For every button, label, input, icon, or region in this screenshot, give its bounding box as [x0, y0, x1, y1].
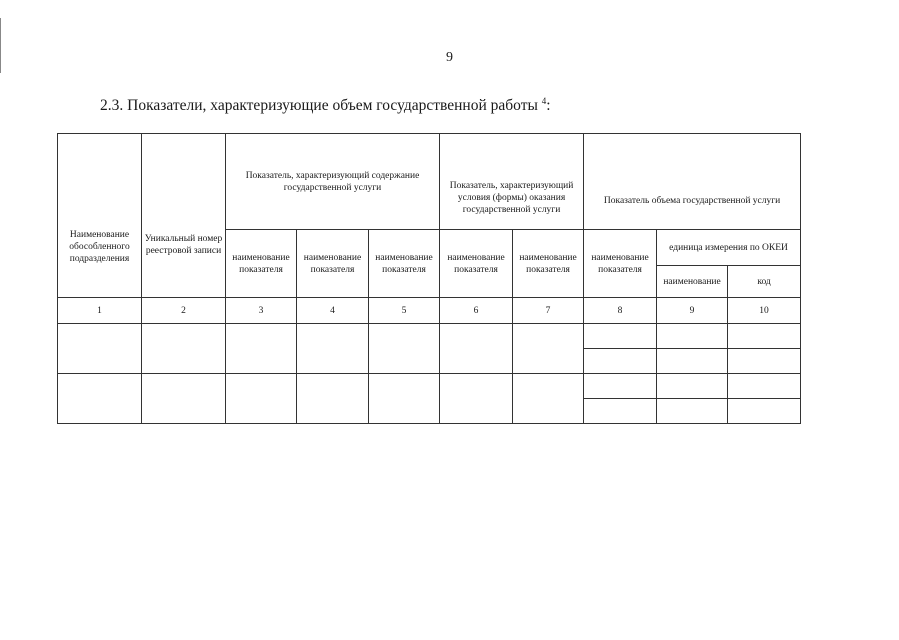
table-cell	[584, 324, 657, 349]
title-colon: :	[546, 97, 551, 114]
table-row	[58, 324, 801, 349]
table-cell	[142, 374, 226, 424]
table-cell	[728, 324, 801, 349]
table-cell	[584, 374, 657, 399]
table-cell	[584, 349, 657, 374]
header-indicator-name-5: наименование показателя	[369, 230, 440, 298]
header-registry-number	[142, 134, 226, 298]
table-cell	[226, 324, 297, 374]
table-cell	[657, 324, 728, 349]
page-number: 9	[446, 50, 453, 65]
table-cell	[728, 399, 801, 424]
table-cell	[369, 324, 440, 374]
section-title	[100, 96, 551, 115]
table-cell	[657, 399, 728, 424]
header-registry-number-text: Уникальный номер реестровой записи	[144, 233, 223, 256]
table-cell	[142, 324, 226, 374]
table-cell	[226, 374, 297, 424]
column-number: 7	[513, 298, 584, 324]
header-indicator-name-6: наименование показателя	[440, 230, 513, 298]
header-indicator-name-3: наименование показателя	[226, 230, 297, 298]
table-cell	[513, 374, 584, 424]
table-cell	[440, 374, 513, 424]
column-number: 4	[297, 298, 369, 324]
table-cell	[297, 374, 369, 424]
header-volume-indicator: Показатель объема государственной услуги	[584, 134, 801, 230]
table-cell	[297, 324, 369, 374]
header-content-indicator: Показатель, характеризующий содержание государственной услуги	[226, 134, 440, 230]
column-number: 2	[142, 298, 226, 324]
column-number: 10	[728, 298, 801, 324]
table-cell	[369, 374, 440, 424]
header-unit-code: код	[728, 266, 801, 298]
header-subdivision-name	[58, 134, 142, 298]
table-cell	[58, 374, 142, 424]
column-number: 9	[657, 298, 728, 324]
section-title-text: 2.3. Показатели, характеризующие объем государственной работы	[100, 97, 538, 114]
header-indicator-name-7: наименование показателя	[513, 230, 584, 298]
table-cell	[58, 324, 142, 374]
table-cell	[584, 399, 657, 424]
header-row-groups	[58, 134, 801, 230]
table-cell	[728, 374, 801, 399]
header-indicator-name-8: наименование показателя	[584, 230, 657, 298]
header-conditions-indicator: Показатель, характеризующий условия (формы) оказания государственной услуги	[440, 134, 584, 230]
table-cell	[513, 324, 584, 374]
table-cell	[657, 374, 728, 399]
column-numbers-row	[58, 298, 801, 324]
header-unit-name: наименование	[657, 266, 728, 298]
column-number: 5	[369, 298, 440, 324]
header-subdivision-name-text: Наименование обособленного подразделения	[69, 229, 130, 264]
column-number: 8	[584, 298, 657, 324]
table-cell	[440, 324, 513, 374]
footnote-marker: 4	[541, 96, 547, 106]
table-cell	[657, 349, 728, 374]
header-unit-okei: единица измерения по ОКЕИ	[657, 230, 801, 266]
column-number: 3	[226, 298, 297, 324]
header-indicator-name-4: наименование показателя	[297, 230, 369, 298]
column-number: 6	[440, 298, 513, 324]
table-cell	[728, 349, 801, 374]
table-row	[58, 374, 801, 399]
column-number: 1	[58, 298, 142, 324]
volume-indicators-table	[57, 133, 801, 424]
